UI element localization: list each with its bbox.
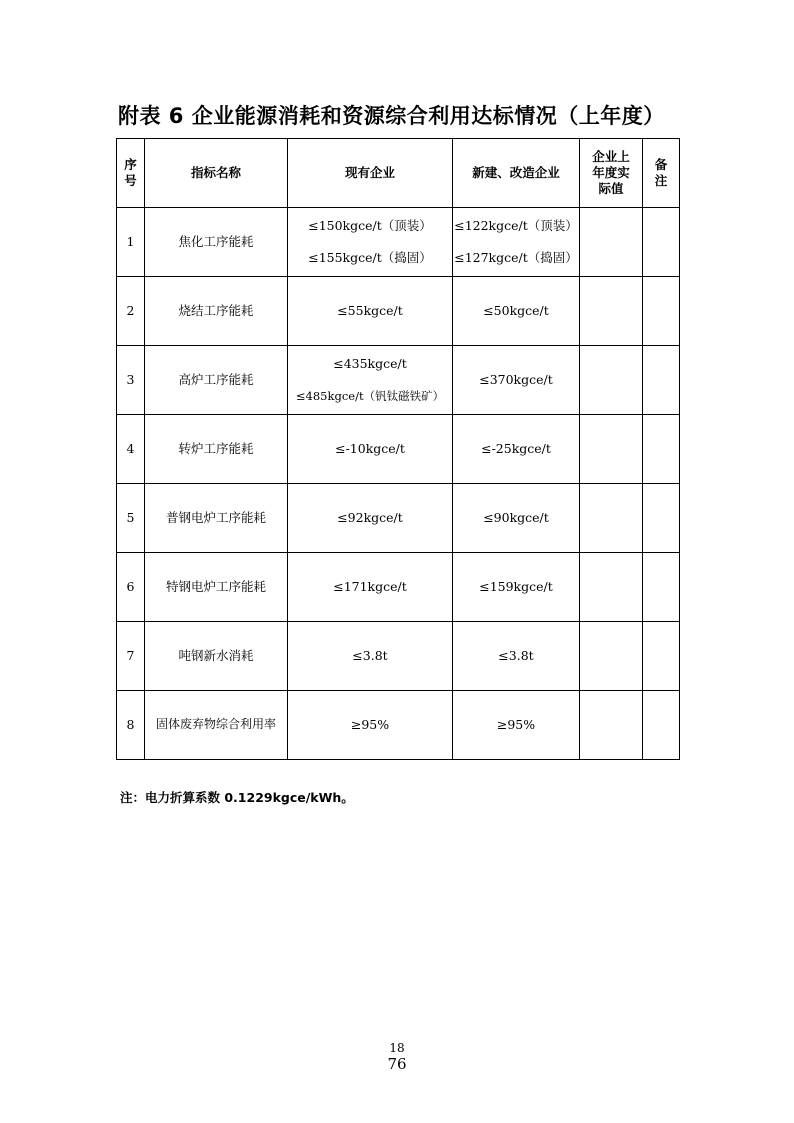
row-seq: 4 xyxy=(117,415,145,484)
row-existing: ≤3.8t xyxy=(288,622,453,691)
row-remark xyxy=(643,208,680,277)
table-header-row xyxy=(117,139,680,208)
table-row xyxy=(117,484,680,553)
table-row xyxy=(117,691,680,760)
row-seq: 7 xyxy=(117,622,145,691)
row-seq: 6 xyxy=(117,553,145,622)
row-existing: ≤435kgce/t ≤485kgce/t（钒钛磁铁矿） xyxy=(288,346,453,415)
row-actual xyxy=(580,346,643,415)
row-existing: ≤55kgce/t xyxy=(288,277,453,346)
table-row xyxy=(117,415,680,484)
row-actual xyxy=(580,622,643,691)
row-name: 转炉工序能耗 xyxy=(145,415,288,484)
table-row xyxy=(117,277,680,346)
row-seq: 5 xyxy=(117,484,145,553)
row-actual xyxy=(580,553,643,622)
row-name: 普钢电炉工序能耗 xyxy=(145,484,288,553)
row-name: 吨钢新水消耗 xyxy=(145,622,288,691)
page-number-inner: 18 xyxy=(389,1041,405,1055)
row-new: ≤90kgce/t xyxy=(453,484,580,553)
row-new: ≤370kgce/t xyxy=(453,346,580,415)
table-row xyxy=(117,208,680,277)
header-seq: 序 号 xyxy=(117,139,145,208)
header-remark: 备 注 xyxy=(643,139,680,208)
row-remark xyxy=(643,553,680,622)
row-name: 高炉工序能耗 xyxy=(145,346,288,415)
row-new: ≤50kgce/t xyxy=(453,277,580,346)
row-new: ≤122kgce/t（顶装） ≤127kgce/t（捣固） xyxy=(453,208,580,277)
row-actual xyxy=(580,415,643,484)
row-new: ≤159kgce/t xyxy=(453,553,580,622)
header-existing-enterprise: 现有企业 xyxy=(288,139,453,208)
row-new: ≥95% xyxy=(453,691,580,760)
row-actual xyxy=(580,208,643,277)
row-remark xyxy=(643,691,680,760)
row-remark xyxy=(643,622,680,691)
row-name: 焦化工序能耗 xyxy=(145,208,288,277)
row-seq: 2 xyxy=(117,277,145,346)
row-remark xyxy=(643,484,680,553)
page-title: 附表 6 企业能源消耗和资源综合利用达标情况（上年度） xyxy=(118,104,665,128)
row-name: 固体废弃物综合利用率 xyxy=(145,691,288,760)
row-existing: ≥95% xyxy=(288,691,453,760)
row-new: ≤3.8t xyxy=(453,622,580,691)
header-actual-value: 企业上 年度实 际值 xyxy=(580,139,643,208)
table-row xyxy=(117,622,680,691)
row-remark xyxy=(643,277,680,346)
header-new-enterprise: 新建、改造企业 xyxy=(453,139,580,208)
row-existing: ≤-10kgce/t xyxy=(288,415,453,484)
row-name: 烧结工序能耗 xyxy=(145,277,288,346)
row-existing: ≤171kgce/t xyxy=(288,553,453,622)
row-seq: 8 xyxy=(117,691,145,760)
row-actual xyxy=(580,277,643,346)
row-actual xyxy=(580,691,643,760)
row-actual xyxy=(580,484,643,553)
table-row xyxy=(117,346,680,415)
footnote: 注：电力折算系数 0.1229kgce/kWh。 xyxy=(120,790,354,805)
row-remark xyxy=(643,346,680,415)
row-remark xyxy=(643,415,680,484)
row-seq: 3 xyxy=(117,346,145,415)
row-seq: 1 xyxy=(117,208,145,277)
row-existing: ≤92kgce/t xyxy=(288,484,453,553)
energy-consumption-table xyxy=(116,138,680,760)
row-existing: ≤150kgce/t（顶装） ≤155kgce/t（捣固） xyxy=(288,208,453,277)
table-row xyxy=(117,553,680,622)
header-indicator-name: 指标名称 xyxy=(145,139,288,208)
row-name: 特钢电炉工序能耗 xyxy=(145,553,288,622)
row-new: ≤-25kgce/t xyxy=(453,415,580,484)
page-number-outer: 76 xyxy=(387,1055,407,1073)
